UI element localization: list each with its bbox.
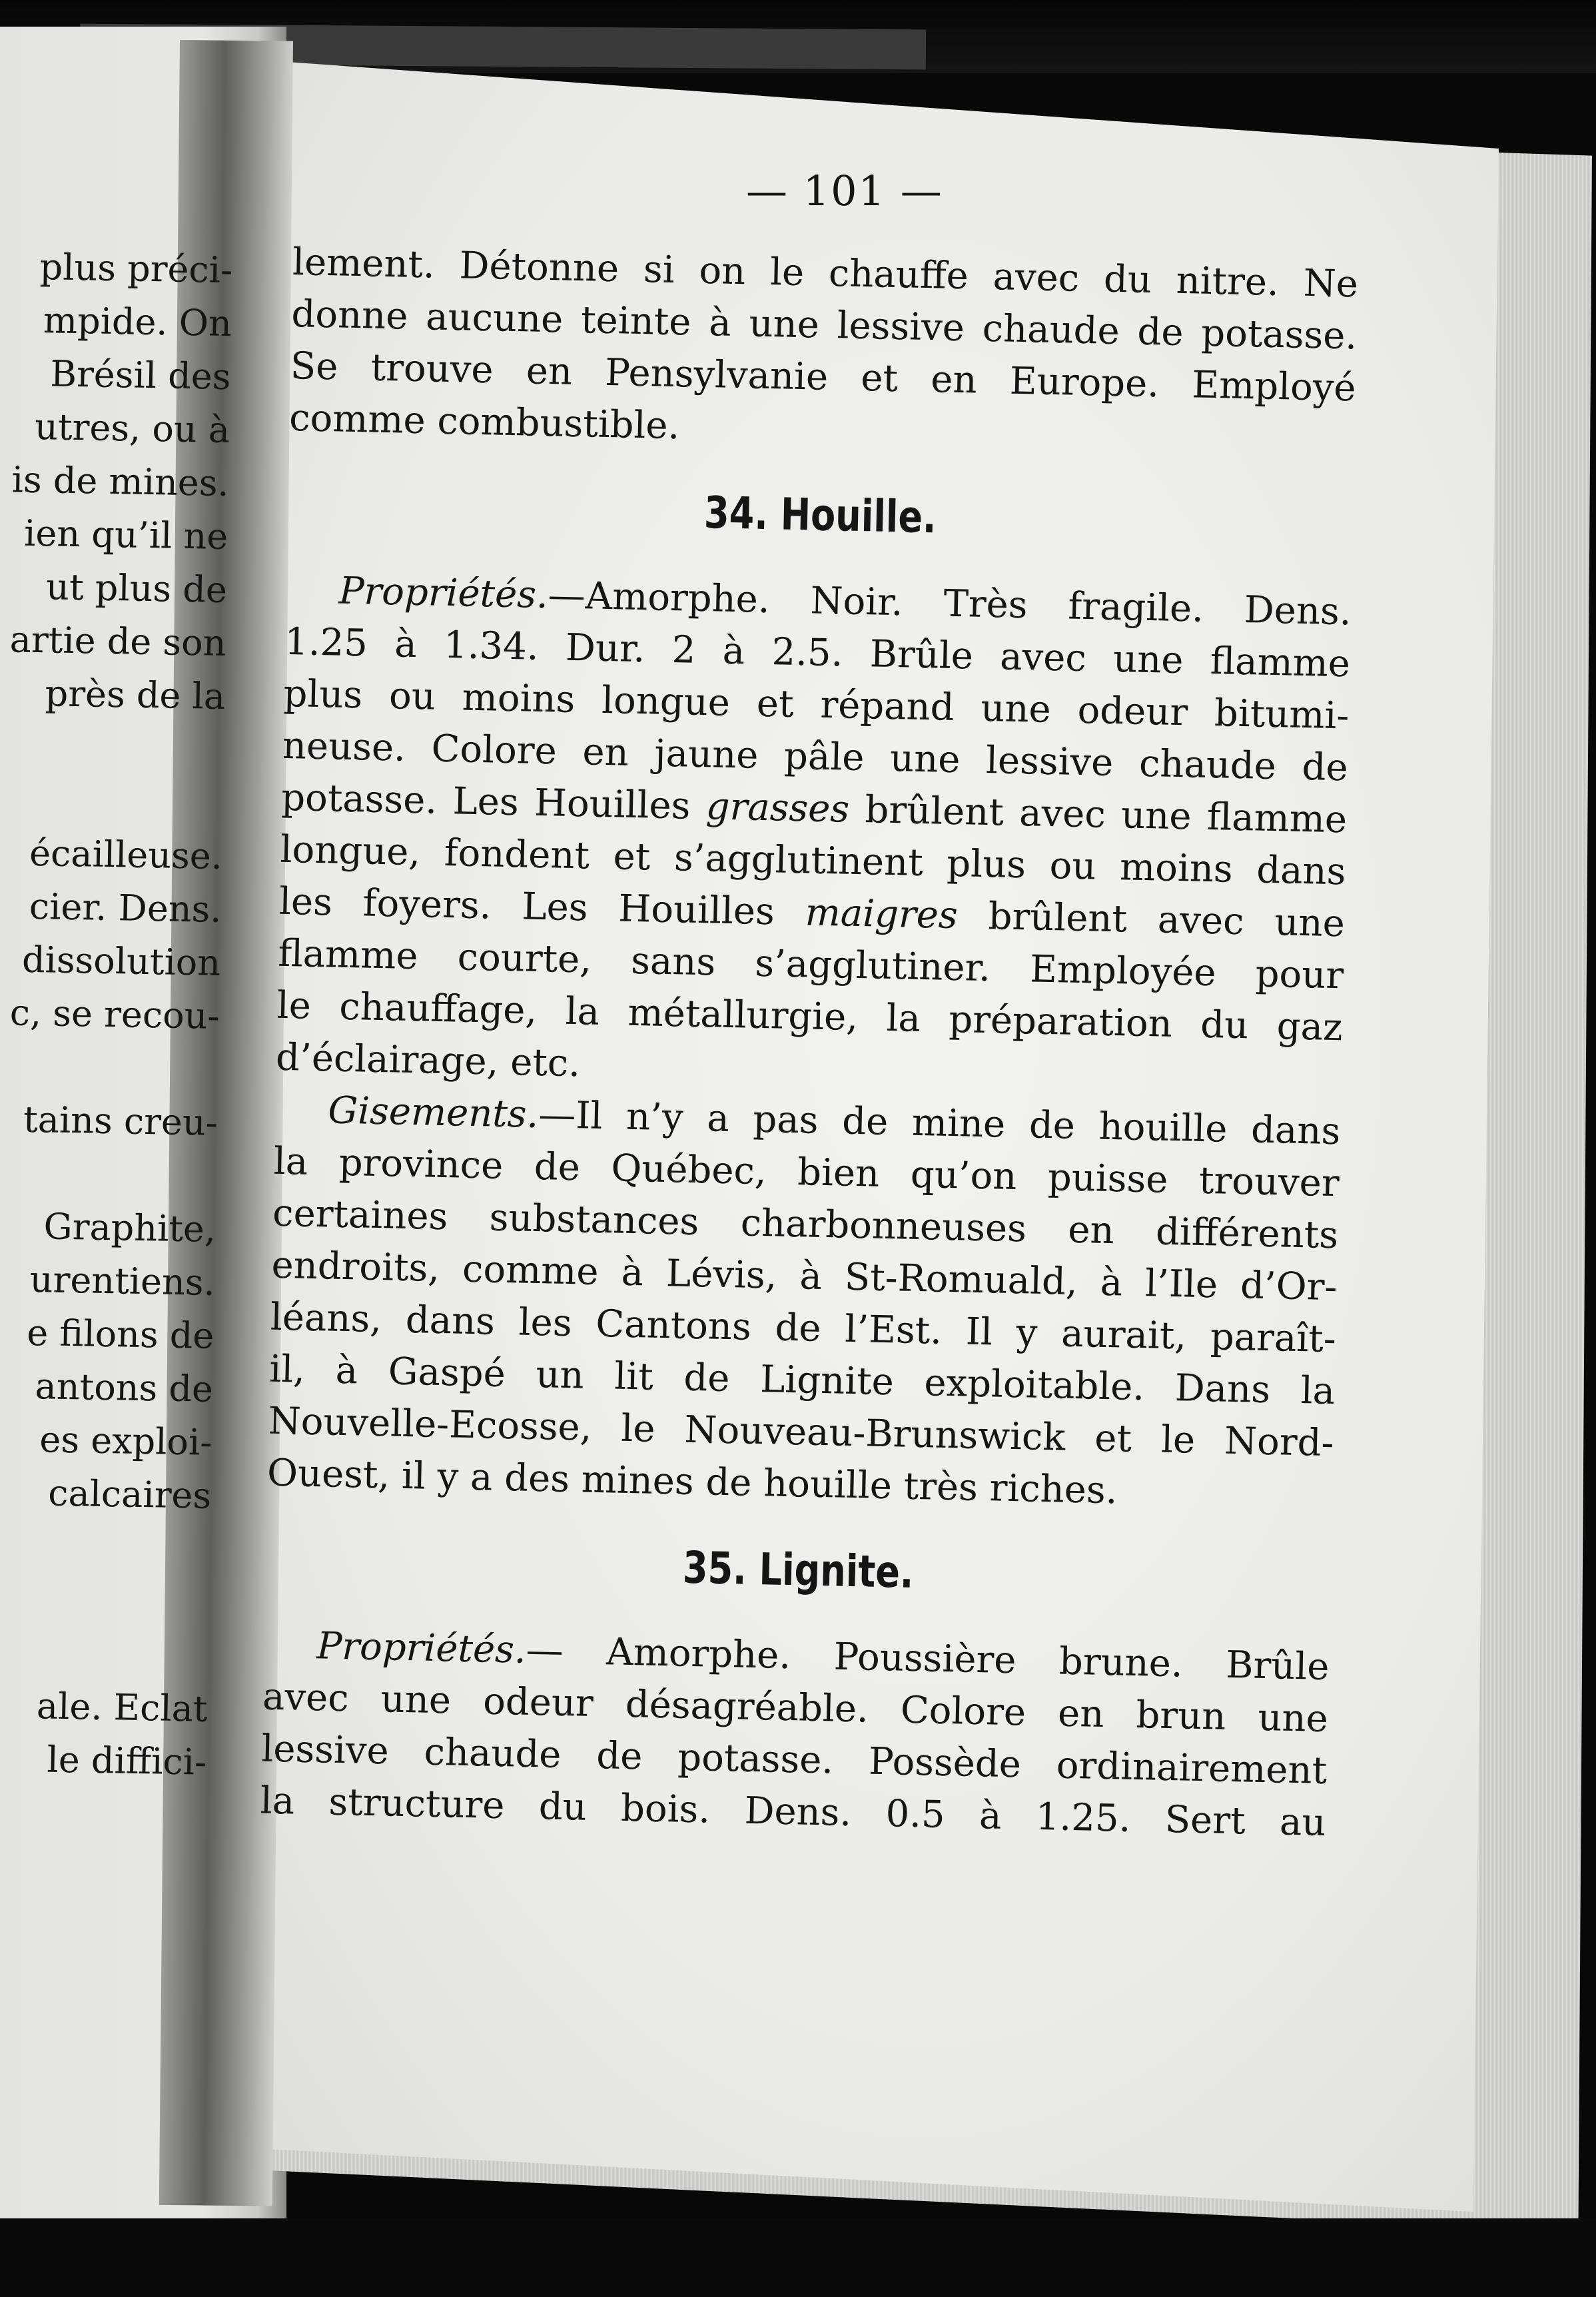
facing-gap xyxy=(0,1519,217,1629)
text-line: donne aucune teinte à une lessive chaude de potasse. xyxy=(290,292,1358,358)
facing-gap xyxy=(0,1039,226,1097)
text-span: — Amorphe. Poussière brune. Brûle xyxy=(525,1628,1330,1689)
italic-term-maigres: maigres xyxy=(805,891,959,938)
italic-term-grasses: grasses xyxy=(705,785,850,831)
facing-line: le diffici- xyxy=(47,1738,207,1783)
text-span: potasse. Les Houilles xyxy=(280,775,707,829)
facing-line: urentiens. xyxy=(29,1258,216,1304)
facing-block-5 xyxy=(0,1679,214,1789)
facing-gap xyxy=(0,719,231,830)
text-line: plus ou moins longue et répand une odeur bitumi- xyxy=(282,672,1350,738)
text-line: lessive chaude de potasse. Possède ordinairement xyxy=(260,1727,1328,1793)
facing-line: c, se recou- xyxy=(9,991,220,1037)
text-line: flamme courte, sans s’agglutiner. Employée pour xyxy=(277,931,1344,998)
text-span: —Il n’y a pas de mine de houille dans xyxy=(538,1093,1341,1154)
text-span: brûlent avec une xyxy=(957,894,1346,946)
text-line: la structure du bois. Dens. 0.5 à 1.25. Sert au xyxy=(260,1779,1327,1845)
facing-line: is de mines. xyxy=(11,458,230,505)
text-span: les foyers. Les Houilles xyxy=(278,879,806,935)
facing-line: plus préci- xyxy=(39,246,233,292)
deposits-label: Gisements. xyxy=(327,1089,540,1137)
text-line: endroits, comme à Lévis, à St-Romuald, à l’Ile d’Or- xyxy=(270,1243,1338,1310)
facing-line: mpide. On xyxy=(43,299,232,345)
houille-deposits xyxy=(266,1084,1341,1522)
page-number: — 101 — xyxy=(746,167,943,215)
facing-line: dissolution xyxy=(21,938,221,984)
text-line: le chauffage, la métallurgie, la préparation du gaz xyxy=(276,983,1344,1050)
text-line: comme combustible. xyxy=(288,396,681,448)
text-line: Se trouve en Pensylvanie et en Europe. Employé xyxy=(290,344,1357,410)
facing-line: tains creu- xyxy=(23,1098,218,1144)
bottom-shadow xyxy=(0,2218,1596,2297)
text-line: Ouest, il y a des mines de houille très riches. xyxy=(266,1451,1118,1513)
text-line: lement. Détonne si on le chauffe avec du nitre. Ne xyxy=(292,240,1359,306)
facing-block-2 xyxy=(0,826,230,1043)
facing-line: près de la xyxy=(45,672,226,717)
facing-block-4 xyxy=(0,1199,223,1523)
text-line: Nouvelle-Ecosse, le Nouveau-Brunswick et le Nord- xyxy=(268,1399,1335,1466)
facing-line: es exploi- xyxy=(39,1418,213,1464)
facing-line: e filons de xyxy=(26,1311,214,1357)
facing-gap xyxy=(0,1625,216,1683)
text-line: neuse. Colore en jaune pâle une lessive chaude de xyxy=(282,723,1349,790)
text-line: la province de Québec, bien qu’on puisse trouver xyxy=(273,1139,1340,1206)
properties-label: Propriétés. xyxy=(338,569,549,618)
lignite-properties xyxy=(260,1619,1330,1849)
facing-line: écailleuse. xyxy=(29,831,223,877)
houille-properties xyxy=(275,564,1352,1106)
facing-block-1 xyxy=(0,240,240,723)
section-heading-houille: 34. Houille. xyxy=(703,487,937,544)
text-line: d’éclairage, etc. xyxy=(275,1035,581,1086)
facing-gap xyxy=(0,1146,224,1203)
facing-line: cier. Dens. xyxy=(29,885,222,931)
facing-line: antons de xyxy=(35,1365,214,1410)
facing-line: ale. Eclat xyxy=(36,1685,208,1730)
main-page-text xyxy=(260,236,1359,1849)
facing-line: Graphite, xyxy=(43,1205,216,1250)
text-line: longue, fondent et s’agglutinent plus ou moins dans xyxy=(280,827,1347,894)
section-heading-lignite: 35. Lignite. xyxy=(682,1542,915,1598)
intro-paragraph xyxy=(288,236,1358,466)
facing-line: ut plus de xyxy=(45,566,228,612)
facing-page-text xyxy=(0,240,240,1789)
text-span: brûlent avec une flamme xyxy=(849,787,1348,842)
facing-line: artie de son xyxy=(9,618,227,665)
properties-label: Propriétés. xyxy=(316,1624,527,1672)
text-line: avec une odeur désagréable. Colore en brun une xyxy=(262,1675,1329,1741)
facing-line: Brésil des xyxy=(49,352,232,398)
facing-block-3 xyxy=(0,1093,225,1150)
text-span: —Amorphe. Noir. Très fragile. Dens. xyxy=(548,574,1352,634)
text-line: certaines substances charbonneuses en différents xyxy=(272,1191,1339,1258)
text-line: léans, dans les Cantons de l’Est. Il y aurait, paraît- xyxy=(270,1295,1337,1362)
text-line: 1.25 à 1.34. Dur. 2 à 2.5. Brûle avec une flamme xyxy=(284,620,1351,686)
facing-line: utres, ou à xyxy=(34,405,230,452)
facing-line: ien qu’il ne xyxy=(23,512,228,558)
facing-line: calcaires xyxy=(47,1472,212,1517)
text-line: il, à Gaspé un lit de Lignite exploitable. Dans la xyxy=(268,1347,1336,1414)
